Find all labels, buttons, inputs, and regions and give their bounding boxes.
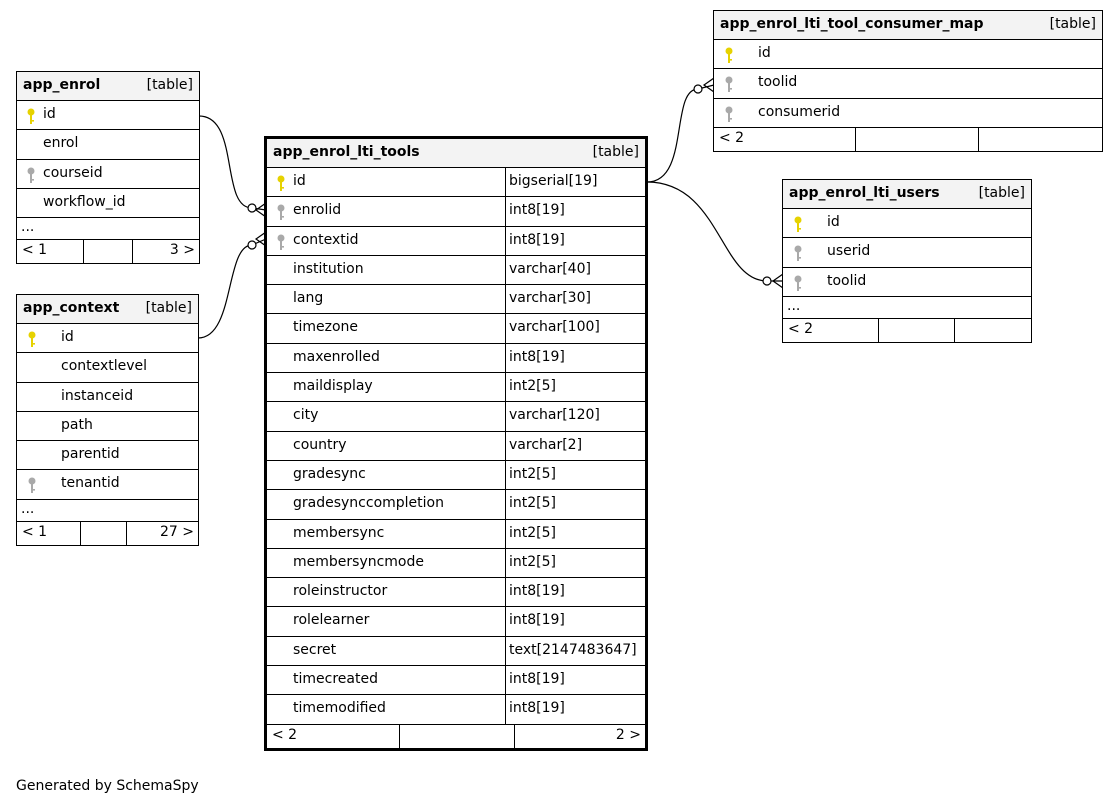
table-footer bbox=[714, 128, 1102, 151]
primary-key-icon bbox=[276, 175, 286, 192]
table-name[interactable]: app_enrol bbox=[23, 77, 101, 93]
table-footer bbox=[267, 725, 645, 748]
column-name: timezone bbox=[293, 319, 359, 336]
column-row[interactable] bbox=[267, 402, 645, 431]
column-row[interactable] bbox=[267, 344, 645, 373]
column-name: id bbox=[61, 329, 74, 345]
column-name: country bbox=[293, 436, 347, 453]
column-type: int2[5] bbox=[509, 495, 556, 512]
footer-right[interactable]: 3 > bbox=[169, 242, 195, 259]
column-name: consumerid bbox=[758, 103, 841, 120]
column-type: varchar[120] bbox=[509, 407, 600, 424]
relationship-tools-to-lti-users bbox=[647, 182, 783, 281]
table-app-context[interactable] bbox=[16, 294, 199, 546]
column-name: id bbox=[827, 214, 840, 230]
footer-right[interactable]: 2 > bbox=[615, 726, 641, 743]
column-row[interactable] bbox=[267, 373, 645, 402]
foreign-key-icon bbox=[724, 76, 734, 93]
more-columns: ... bbox=[17, 500, 198, 522]
column-type: int2[5] bbox=[509, 465, 556, 482]
column-name: toolid bbox=[827, 272, 867, 289]
column-row[interactable] bbox=[267, 637, 645, 666]
column-name: id bbox=[43, 106, 56, 122]
column-type: int8[19] bbox=[509, 612, 565, 629]
foreign-key-icon bbox=[276, 234, 286, 251]
table-type: [table] bbox=[145, 300, 192, 316]
column-name: parentid bbox=[61, 446, 120, 463]
column-type: int2[5] bbox=[509, 553, 556, 570]
relationship-marker bbox=[248, 241, 256, 249]
column-type: int2[5] bbox=[509, 524, 556, 541]
column-name: toolid bbox=[758, 74, 798, 91]
column-name: roleinstructor bbox=[293, 583, 388, 600]
column-name: enrolid bbox=[293, 202, 342, 219]
column-name: contextlevel bbox=[61, 358, 148, 375]
column-name: tenantid bbox=[61, 475, 120, 492]
table-footer bbox=[783, 319, 1031, 342]
table-name[interactable]: app_context bbox=[23, 300, 120, 316]
relationship-tools-to-consumer-map bbox=[647, 85, 714, 182]
column-name: secret bbox=[293, 641, 337, 658]
column-type: int8[19] bbox=[509, 671, 565, 688]
column-name: contextid bbox=[293, 231, 359, 248]
primary-key-icon bbox=[27, 331, 37, 348]
relationship-marker bbox=[763, 277, 771, 285]
column-row[interactable] bbox=[17, 160, 199, 189]
table-name[interactable]: app_enrol_lti_tool_consumer_map bbox=[720, 16, 984, 32]
column-type: int2[5] bbox=[509, 378, 556, 395]
column-name: timecreated bbox=[293, 671, 378, 688]
column-row[interactable] bbox=[267, 227, 645, 256]
table-header bbox=[267, 139, 645, 168]
relationship-marker bbox=[694, 85, 702, 93]
primary-key-icon bbox=[724, 47, 734, 64]
column-name: gradesynccompletion bbox=[293, 495, 444, 512]
column-name: workflow_id bbox=[43, 193, 126, 210]
column-row[interactable] bbox=[17, 470, 198, 499]
column-name: path bbox=[61, 416, 93, 433]
column-row[interactable] bbox=[267, 432, 645, 461]
primary-key-icon bbox=[793, 216, 803, 233]
column-row[interactable] bbox=[267, 549, 645, 578]
generated-by-text: Generated by SchemaSpy bbox=[16, 778, 199, 794]
column-row[interactable] bbox=[267, 256, 645, 285]
column-row[interactable] bbox=[17, 189, 199, 218]
table-header bbox=[714, 11, 1102, 40]
column-name: id bbox=[293, 173, 306, 189]
column-row[interactable] bbox=[714, 99, 1102, 128]
column-name: institution bbox=[293, 260, 364, 277]
table-footer bbox=[17, 522, 198, 545]
column-name: userid bbox=[827, 243, 871, 260]
column-row[interactable] bbox=[267, 314, 645, 343]
primary-key-icon bbox=[26, 108, 36, 125]
relationship-enrol-to-tools bbox=[199, 116, 266, 210]
column-type: int8[19] bbox=[509, 231, 565, 248]
column-name: membersyncmode bbox=[293, 553, 424, 570]
column-type: int8[19] bbox=[509, 583, 565, 600]
relationship-context-to-tools bbox=[198, 239, 266, 338]
table-header bbox=[17, 72, 199, 101]
column-row[interactable] bbox=[267, 168, 645, 197]
column-name: maildisplay bbox=[293, 378, 373, 395]
column-name: instanceid bbox=[61, 387, 134, 404]
table-header bbox=[783, 180, 1031, 209]
table-app-enrol-lti-tools[interactable] bbox=[264, 136, 648, 751]
column-name: timemodified bbox=[293, 700, 386, 717]
table-type: [table] bbox=[592, 144, 639, 160]
column-name: courseid bbox=[43, 164, 103, 181]
column-row[interactable] bbox=[267, 607, 645, 636]
footer-left[interactable]: < 1 bbox=[22, 523, 48, 540]
footer-left[interactable]: < 1 bbox=[22, 242, 48, 259]
column-name: id bbox=[758, 45, 771, 61]
more-columns: ... bbox=[17, 218, 199, 240]
column-row[interactable] bbox=[267, 461, 645, 490]
column-name: enrol bbox=[43, 135, 79, 152]
column-type: bigserial[19] bbox=[509, 173, 598, 189]
column-type: int8[19] bbox=[509, 348, 565, 365]
footer-right[interactable]: 27 > bbox=[160, 523, 194, 540]
footer-left[interactable]: < 2 bbox=[719, 129, 745, 146]
column-row[interactable] bbox=[17, 324, 198, 353]
column-row[interactable] bbox=[714, 69, 1102, 98]
column-row[interactable] bbox=[267, 578, 645, 607]
table-type: [table] bbox=[146, 77, 193, 93]
table-type: [table] bbox=[1049, 16, 1096, 32]
foreign-key-icon bbox=[27, 477, 37, 494]
column-name: lang bbox=[293, 290, 324, 307]
column-row[interactable] bbox=[267, 197, 645, 226]
table-name[interactable]: app_enrol_lti_users bbox=[789, 185, 940, 201]
column-row[interactable] bbox=[267, 285, 645, 314]
column-row[interactable] bbox=[783, 209, 1031, 238]
column-row[interactable] bbox=[17, 101, 199, 130]
footer-left[interactable]: < 2 bbox=[788, 320, 814, 337]
column-row[interactable] bbox=[17, 412, 198, 441]
column-type: int8[19] bbox=[509, 700, 565, 717]
column-row[interactable] bbox=[267, 490, 645, 519]
column-name: membersync bbox=[293, 524, 385, 541]
column-name: rolelearner bbox=[293, 612, 370, 629]
column-name: gradesync bbox=[293, 465, 366, 482]
column-row[interactable] bbox=[714, 40, 1102, 69]
column-row[interactable] bbox=[267, 520, 645, 549]
column-row[interactable] bbox=[17, 441, 198, 470]
column-type: varchar[40] bbox=[509, 260, 591, 277]
column-row[interactable] bbox=[17, 383, 198, 412]
foreign-key-icon bbox=[793, 275, 803, 292]
column-row[interactable] bbox=[783, 268, 1031, 297]
column-name: city bbox=[293, 407, 319, 424]
column-row[interactable] bbox=[267, 666, 645, 695]
more-columns: ... bbox=[783, 297, 1031, 319]
column-type: varchar[2] bbox=[509, 436, 583, 453]
table-app-enrol-lti-tool-consumer-map[interactable] bbox=[713, 10, 1103, 152]
column-type: varchar[100] bbox=[509, 319, 600, 336]
table-footer bbox=[17, 240, 199, 263]
column-type: varchar[30] bbox=[509, 290, 591, 307]
table-app-enrol[interactable] bbox=[16, 71, 200, 264]
column-name: maxenrolled bbox=[293, 348, 380, 365]
column-row[interactable] bbox=[267, 695, 645, 724]
relationship-marker bbox=[248, 204, 256, 212]
column-type: text[2147483647] bbox=[509, 641, 637, 658]
table-header bbox=[17, 295, 198, 324]
column-row[interactable] bbox=[783, 238, 1031, 267]
table-type: [table] bbox=[978, 185, 1025, 201]
footer-left[interactable]: < 2 bbox=[272, 726, 298, 743]
column-row[interactable] bbox=[17, 353, 198, 382]
foreign-key-icon bbox=[276, 204, 286, 221]
table-name[interactable]: app_enrol_lti_tools bbox=[273, 144, 420, 160]
foreign-key-icon bbox=[26, 167, 36, 184]
column-type: int8[19] bbox=[509, 202, 565, 219]
foreign-key-icon bbox=[724, 106, 734, 123]
foreign-key-icon bbox=[793, 245, 803, 262]
table-app-enrol-lti-users[interactable] bbox=[782, 179, 1032, 343]
column-row[interactable] bbox=[17, 130, 199, 159]
